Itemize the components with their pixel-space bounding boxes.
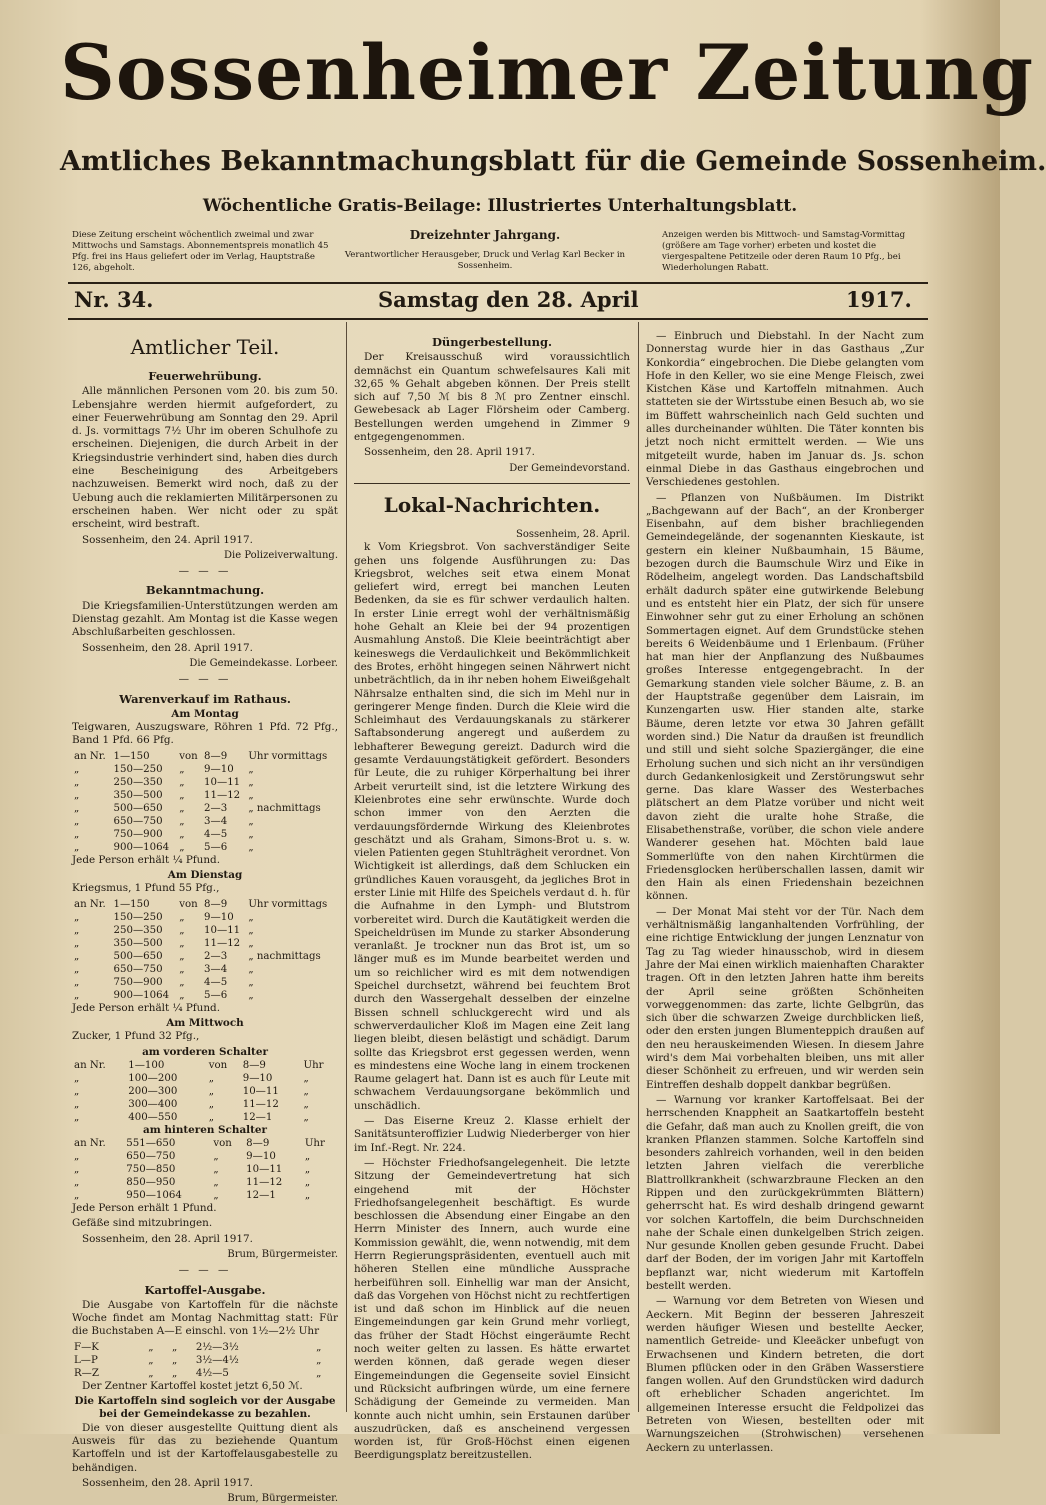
day-tuesday: Am Dienstag xyxy=(167,869,243,882)
schedule-row xyxy=(72,828,338,841)
schedule-cell: „ xyxy=(304,1164,311,1176)
kartoffel-schedule xyxy=(72,1341,338,1380)
schedule-row xyxy=(72,1189,338,1202)
schedule-cell: „ xyxy=(148,1367,154,1379)
schedule-cell: „ xyxy=(248,976,254,988)
kriegsbrot-article: k Vom Kriegsbrot. Von sachverständiger Seite gehen uns folgende Ausführungen zu: Das Kriegsbrot, welches seit etwa einem Monat geliefert wird, erregt bei manchen Leuten Bedenken, da sie es für schwer verdaulich halten. In erster Linie erregt wohl der verhältnismäßig hohe Gehalt an Kleie bei der 94 prozentigen Ausmahlung Anstoß. Die Kleie beeinträchtigt aber keineswegs die Verdaulichkeit und Bekömmlichkeit des Brotes, erhöht hingegen seinen Nährwert nicht unbeträchtlich, da in ihr neben hohem Eiweißgehalt Nährsalze enthalten sind, die sich im Mehl nur in geringerer Menge finden. Durch die Kleie wird die Schleimhaut des Verdauungskanals zu stärkerer Saftabsonderung angeregt und außerdem zu lebhafterer Bewegung gereizt. Dadurch wird die gesamte Verdauungstätigkeit gefördert. Besonders für Leute, die zu ruhiger Körperhaltung bei ihrer Arbeit verurteilt sind, ist die letztere Wirkung des Kleienbrotes eine sehr erwünschte. Wurde doch schon immer von den Aerzten die verdauungsfördernde Wirkung des Kleienbrotes geschätzt und als Graham, Simons-Brot u. s. w. vielen Patienten gegen Stuhlträgheit verordnet. Von Wichtigkeit ist allerdings, daß dem Schlucken ein gründliches Kauen vorausgeht, da jegliches Brot in erster Linie mit Hilfe des Speichels verdaut d. h. für die Aufnahme in den Lymph- und Blutstrom vorbereitet wird. Durch die Kautätigkeit werden die Speicheldrüsen im Munde zu starker Absonderung veranlaßt. Je trockner nun das Brot ist, um so länger muß es im Munde bearbeitet werden und um so reichlicher wird es mit dem notwendigen Speichel durchsetzt, während bei feuchtem Brot durch den Wassergehalt desselben der einzelne Bissen schnell schluckgerecht wird und als schwerverdaulicher Kloß im Magen eine Zeit lang liegen bleibt, diesen belästigt und schädigt. Darum sollte das Kriegsbrot erst gegessen werden, wenn es mindestens eine Woche lang in einem trockenen Raume gelagert hat. Dann ist es auch für Leute mit schwachem Verdauungsorgane bekömmlich und unschädlich. xyxy=(354,541,630,1112)
schedule-cell: „ xyxy=(74,1164,80,1176)
schedule-cell: „ nachmittags xyxy=(248,950,321,962)
schedule-cell: 850—950 xyxy=(126,1177,176,1189)
schedule-cell: 250—350 xyxy=(113,776,163,788)
column-news xyxy=(646,330,924,1457)
schedule-cell: 350—500 xyxy=(113,789,163,801)
schedule-cell: von xyxy=(213,1138,232,1150)
schedule-cell: „ xyxy=(74,763,80,775)
kriegsmus-text: Kriegsmus, 1 Pfund 55 Pfg., xyxy=(72,882,220,895)
schedule-row xyxy=(72,1354,338,1367)
schedule-cell: 750—900 xyxy=(113,828,163,840)
schedule-row xyxy=(72,937,338,950)
masthead-title: Sossenheimer Zeitung xyxy=(60,28,1034,117)
schedule-cell: „ xyxy=(74,815,80,827)
schedule-cell: 5—6 xyxy=(204,989,228,1001)
column-divider-1 xyxy=(346,322,347,1412)
schedule-cell: 9—10 xyxy=(204,911,234,923)
warenverkauf-sign: Brum, Bürgermeister. xyxy=(227,1248,338,1260)
schedule-row xyxy=(72,1072,338,1085)
schedule-cell: „ xyxy=(74,989,80,1001)
schedule-cell: „ xyxy=(303,1072,309,1084)
separator: — — — xyxy=(178,565,232,578)
zucker-text: Zucker, 1 Pfund 32 Pfg., xyxy=(72,1030,200,1043)
bekanntmachung-title: Bekanntmachung. xyxy=(145,583,265,598)
schedule-cell: „ xyxy=(248,789,254,801)
schedule-cell: „ xyxy=(74,802,80,814)
schedule-cell: „ xyxy=(179,802,185,814)
schedule-cell: „ xyxy=(74,1085,80,1097)
schedule-cell: „ xyxy=(179,963,185,975)
separator: — — — xyxy=(178,1264,232,1277)
schedule-cell: „ xyxy=(74,963,80,975)
schedule-cell: 551—650 xyxy=(126,1138,176,1150)
schedule-cell: an Nr. xyxy=(74,1059,106,1071)
schedule-cell: „ xyxy=(172,1354,178,1366)
schedule-row xyxy=(72,911,338,924)
schedule-cell: „ xyxy=(208,1111,214,1123)
schedule-cell: 3—4 xyxy=(204,963,228,975)
schedule-cell: Uhr xyxy=(304,1138,325,1150)
schedule-cell: 2—3 xyxy=(204,950,228,962)
masthead-subtitle: Amtliches Bekanntmachungsblatt für die Gemeinde Sossenheim. xyxy=(60,146,1046,177)
warenverkauf-place: Sossenheim, den 28. April 1917. xyxy=(82,1232,253,1245)
schedule-cell: „ xyxy=(179,924,185,936)
schedule-cell: „ xyxy=(304,1151,311,1163)
subscription-info: Diese Zeitung erscheint wöchentlich zweimal und zwar Mittwochs und Samstags. Abonnementspreis monatlich 45 Pfg. frei ins Haus geliefert oder im Verlag, Hauptstraße 126, abgeholt. xyxy=(72,230,329,273)
front-counter: am vorderen Schalter xyxy=(142,1045,268,1058)
schedule-cell: „ xyxy=(179,950,185,962)
schedule-cell: 300—400 xyxy=(128,1098,178,1110)
schedule-row xyxy=(72,802,338,815)
schedule-row xyxy=(72,815,338,828)
schedule-row xyxy=(72,1176,338,1189)
schedule-cell: F—K xyxy=(74,1341,99,1353)
schedule-cell: 2—3 xyxy=(204,802,228,814)
schedule-row xyxy=(72,1098,338,1111)
schedule-cell: 11—12 xyxy=(242,1098,279,1110)
schedule-cell: „ xyxy=(74,924,80,936)
schedule-cell: „ xyxy=(172,1341,178,1353)
duenger-sign: Der Gemeindevorstand. xyxy=(509,462,630,474)
separator: — — — xyxy=(178,673,232,686)
feuerwehr-text: Alle männlichen Personen vom 20. bis zum 50. Lebensjahre werden hiermit aufgefordert, zu einer Feuerwehrübung am Sonntag den 29. April d. Js. vormittags 7½ Uhr im oberen Schulhofe zu erscheinen. Diejenigen, die durch Arbeit in der Kriegsindustrie verhindert sind, haben dies durch eine Bescheinigung des Arbeitgebers nachzuweisen. Bemerkt wird noch, daß zu der Uebung auch die reklamierten Militärpersonen zu erscheinen haben. Wer nicht oder zu spät erscheint, wird bestraft. xyxy=(72,385,338,531)
kartoffel-place: Sossenheim, den 28. April 1917. xyxy=(82,1476,253,1489)
schedule-cell: an Nr. xyxy=(74,750,106,762)
schedule-cell: 1—150 xyxy=(113,750,150,762)
schedule-cell: 8—9 xyxy=(246,1138,270,1150)
schedule-cell: „ xyxy=(74,976,80,988)
schedule-cell: „ xyxy=(303,1098,309,1110)
schedule-cell: 12—1 xyxy=(242,1111,273,1123)
schedule-cell: 400—550 xyxy=(128,1111,178,1123)
schedule-row xyxy=(72,776,338,789)
header-rule-top xyxy=(68,282,928,284)
schedule-cell: „ xyxy=(179,976,185,988)
schedule-cell: 750—850 xyxy=(126,1164,176,1176)
schedule-cell: 9—10 xyxy=(204,763,234,775)
monat-mai-article: — Der Monat Mai steht vor der Tür. Nach dem verhältnismäßig langanhaltenden Vorfrühling, der eine richtige Entwicklung der jungen Lenznatur von Tag zu Tag wieder hinausschob, wird in diesem Jahre der Mai einen wirklich maienhaften Charakter tragen. Oft in den letzten Jahren hatte ihm bereits der April seine größten Schönheiten vorweggenommen: das zarte, lichte Gelbgrün, das sich über die schwarzen Zweige durchblicken ließ, oder den ersten jungen Blumenteppich draußen auf den neu herauskeimenden Wiesen. In diesem Jahre wird's dem Mai vorbehalten bleiben, uns mit aller dieser Schönheit zu erfreuen, und wir werden sein Eintreffen deshalb doppelt dankbar begrüßen. xyxy=(646,905,924,1091)
kriegsmus-note: Jede Person erhält ¼ Pfund. xyxy=(72,1001,220,1014)
feuerwehr-place: Sossenheim, den 24. April 1917. xyxy=(82,533,253,546)
schedule-cell: „ xyxy=(179,937,185,949)
eisernes-kreuz-article: — Das Eiserne Kreuz 2. Klasse erhielt der Sanitätsunteroffizier Ludwig Niederberger von hier im Inf.-Regt. Nr. 224. xyxy=(354,1115,630,1154)
kartoffelsaat-article: — Warnung vor kranker Kartoffelsaat. Bei der herrschenden Knappheit an Saatkartoffeln besteht die Gefahr, daß man auch zu Knollen greift, die von kranken Pflanzen stammen. Solche Kartoffeln sind besonders zahlreich vorhanden, weil in den beiden letzten Jahren vielfach die vererbliche Blattrollkrankheit (schwarzbraune Flecken an den Rippen und den zurückgekrümmten Blättern) geherrscht hat. Es wird deshalb dringend gewarnt vor solchen Kartoffeln, die beim Durchschneiden nahe der Schale einen dunkelgelben Strich zeigen. Nur gesunde Knollen geben gesunde Frucht. Dabei darf der Boden, der im vorigen Jahr mit Kartoffeln bepflanzt war, nicht wiederum mit Kartoffeln bestellt werden. xyxy=(646,1093,924,1293)
schedule-row xyxy=(72,1341,338,1354)
schedule-cell: „ xyxy=(74,1190,80,1202)
schedule-cell: von xyxy=(179,898,198,910)
schedule-cell: „ xyxy=(179,989,185,1001)
schedule-cell: an Nr. xyxy=(74,1138,106,1150)
wiesen-article: — Warnung vor dem Betreten von Wiesen und Aeckern. Mit Beginn der besseren Jahreszeit werden häufiger Wiesen und bestellte Aecker, namentlich Getreide- und Kleeäcker unbefugt von Erwachsenen und Kindern betreten, die dort Blumen pflücken oder in den Gräben Wasserstiere fangen wollen. Auf den Grundstücken wird dadurch oft erheblicher Schaden angerichtet. Im allgemeinen Interesse ersucht die Feldpolizei das Betreten von Wiesen, bestellten oder mit Warnungszeichen (Strohwischen) versehenen Aeckern zu unterlassen. xyxy=(646,1295,924,1454)
zucker-note: Jede Person erhält 1 Pfund. xyxy=(72,1202,217,1215)
bekanntmachung-text: Die Kriegsfamilien-Unterstützungen werden am Dienstag gezahlt. Am Montag ist die Kasse wegen Abschlußarbeiten geschlossen. xyxy=(72,599,338,639)
schedule-cell: 11—12 xyxy=(246,1177,283,1189)
schedule-cell: 11—12 xyxy=(204,937,241,949)
schedule-row xyxy=(72,924,338,937)
schedule-cell: „ xyxy=(208,1085,214,1097)
schedule-cell: 4—5 xyxy=(204,976,228,988)
schedule-cell: 5—6 xyxy=(204,841,228,853)
schedule-row xyxy=(72,789,338,802)
schedule-cell: „ xyxy=(179,815,185,827)
gefaesse-note: Gefäße sind mitzubringen. xyxy=(72,1217,213,1230)
schedule-cell: 4—5 xyxy=(204,828,228,840)
schedule-row xyxy=(72,976,338,989)
schedule-cell: 100—200 xyxy=(128,1072,178,1084)
teigwaren-schedule xyxy=(72,750,338,854)
schedule-row xyxy=(72,963,338,976)
lokal-title: Lokal-Nachrichten. xyxy=(383,492,601,517)
kartoffel-title: Kartoffel-Ausgabe. xyxy=(144,1282,266,1297)
kartoffel-text: Die Ausgabe von Kartoffeln für die nächste Woche findet am Montag Nachmittag statt: Für die Buchstaben A—E einschl. von 1½—2½ Uhr xyxy=(72,1298,338,1338)
schedule-cell: 350—500 xyxy=(113,937,163,949)
schedule-cell: „ xyxy=(74,776,80,788)
schedule-cell: „ xyxy=(248,989,254,1001)
schedule-cell: „ xyxy=(74,1098,80,1110)
back-counter: am hinteren Schalter xyxy=(142,1123,268,1136)
schedule-cell: 750—900 xyxy=(113,976,163,988)
kartoffel-note: Die von dieser ausgestellte Quittung dient als Ausweis für das zu beziehende Quantum Kartoffeln und ist der Kartoffelausgabestelle zu behändigen. xyxy=(72,1421,338,1474)
schedule-cell: 9—10 xyxy=(246,1151,276,1163)
schedule-cell: 150—250 xyxy=(113,911,163,923)
schedule-cell: 9—10 xyxy=(242,1072,273,1084)
schedule-cell: „ xyxy=(172,1367,178,1379)
bekanntmachung-place: Sossenheim, den 28. April 1917. xyxy=(82,641,253,654)
schedule-cell: Uhr vormittags xyxy=(248,750,328,762)
duenger-text: Der Kreisausschuß wird voraussichtlich demnächst ein Quantum schwefelsaures Kali mit 32,65 % Gehalt abgeben können. Der Preis stellt sich auf 7,50 ℳ bis 8 ℳ pro Zentner einschl. Gewebesack ab Lager Flörsheim oder Camberg. Bestellungen werden umgehend in Zimmer 9 entgegengenommen. xyxy=(354,351,630,444)
schedule-cell: 10—11 xyxy=(204,924,241,936)
schedule-cell: „ xyxy=(74,1177,80,1189)
schedule-cell: 12—1 xyxy=(246,1190,276,1202)
teigwaren-note: Jede Person erhält ¼ Pfund. xyxy=(72,853,220,866)
publisher-line: Verantwortlicher Herausgeber, Druck und Verlag Karl Becker in Sossenheim. xyxy=(344,250,626,271)
schedule-row xyxy=(72,1085,338,1098)
kartoffel-price: Der Zentner Kartoffel kostet jetzt 6,50 ℳ. xyxy=(82,1379,303,1392)
feuerwehr-sign: Die Polizeiverwaltung. xyxy=(224,549,338,561)
schedule-cell: 150—250 xyxy=(113,763,163,775)
schedule-cell: 650—750 xyxy=(126,1151,176,1163)
schedule-cell: „ xyxy=(74,911,80,923)
schedule-cell: 500—650 xyxy=(113,950,163,962)
schedule-cell: „ xyxy=(248,937,254,949)
feuerwehr-title: Feuerwehrübung. xyxy=(148,369,262,383)
schedule-cell: „ xyxy=(179,828,185,840)
schedule-cell: 950—1064 xyxy=(126,1190,182,1202)
schedule-cell: 8—9 xyxy=(204,750,228,762)
column-local xyxy=(354,330,630,1465)
column-divider-2 xyxy=(638,322,639,1412)
duenger-title: Düngerbestellung. xyxy=(431,335,553,349)
advertising-info: Anzeigen werden bis Mittwoch- und Samstag-Vormittag (größere am Tage vorher) erbeten und kostet die viergespaltene Petitzeile oder deren Raum 10 Pfg., bei Wiederholungen Rabatt. xyxy=(662,230,906,273)
schedule-cell: „ xyxy=(74,950,80,962)
schedule-cell: an Nr. xyxy=(74,898,106,910)
schedule-cell: 1—150 xyxy=(113,898,150,910)
schedule-cell: „ nachmittags xyxy=(248,802,321,814)
schedule-cell: 8—9 xyxy=(242,1059,266,1071)
schedule-cell: „ xyxy=(74,828,80,840)
warenverkauf-title: Warenverkauf im Rathaus. xyxy=(119,691,291,706)
schedule-cell: 3½—4½ xyxy=(195,1354,239,1366)
publisher-info xyxy=(340,226,630,272)
kartoffel-sign: Brum, Bürgermeister. xyxy=(227,1493,338,1505)
kriegsmus-schedule xyxy=(72,898,338,1002)
schedule-cell: „ xyxy=(179,763,185,775)
schedule-row xyxy=(72,1150,338,1163)
schedule-cell: 650—750 xyxy=(113,815,163,827)
schedule-row xyxy=(72,1367,338,1380)
schedule-cell: „ xyxy=(316,1367,322,1379)
schedule-cell: „ xyxy=(248,841,254,853)
schedule-cell: „ xyxy=(248,815,254,827)
schedule-cell: „ xyxy=(208,1098,214,1110)
bekanntmachung-sign: Die Gemeindekasse. Lorbeer. xyxy=(189,657,338,669)
nussbaeume-article: — Pflanzen von Nußbäumen. Im Distrikt „Bachgewann auf der Bach“, an der Kronberger Eisenbahn, auf dem bisher brachliegenden Gemeindegelände, der sogenannten Kieskaute, ist gestern ein kleiner Nußbaumhain, 15 Bäume, bezogen durch die Baumschule Wirz und Eike in Rödelheim, angelegt worden. Das Landschaftsbild erhält dadurch später eine gutwirkende Belebung und es entsteht hier ein Platz, der sich für unsere Einwohner sehr gut zu einer Erholung an schönen Sommertagen eignet. Auf dem Grundstücke stehen bereits 6 Weidenbäume und 1 Erlenbaum. (Früher hat man hier der Anpflanzung des Nußbaumes großes Interesse entgegengebracht. In der Gemarkung standen viele solcher Bäume, z. B. an der Hauptstraße gegenüber dem Laisrain, im Kunzengarten usw. Hier standen alte, starke Bäume, deren letzte vor etwa 30 Jahren gefällt worden sind.) Die Natur da draußen ist freundlich und still und sieht solche Spaziergänger, die eine Erholung suchen und sich nicht an ihr versündigen durch Gedankenlosigkeit und Zerstörungswut sehr gerne. Das klare Wasser des Westerbaches plätschert an dem Platze vorüber und nicht weit davon zieht die uralte hohe Straße, die Elisabethenstraße, vorüber, die schon viele andere Wanderer gesehen hat. Möchten bald laue Sommerlüfte von den nahen Kirchtürmen die Friedensglocken herüberschallen lassen, damit wir den Hain als einen Friedenshain bezeichnen können. xyxy=(646,491,924,903)
schedule-cell: „ xyxy=(179,776,185,788)
schedule-row xyxy=(72,1111,338,1124)
section-rule xyxy=(354,483,630,484)
kartoffel-bold: Die Kartoffeln sind sogleich vor der Ausgabe bei der Gemeindekasse zu bezahlen. xyxy=(74,1395,336,1421)
schedule-cell: „ xyxy=(303,1111,309,1123)
teigwaren-text: Teigwaren, Auszugsware, Röhren 1 Pfd. 72 Pfg., Band 1 Pfd. 66 Pfg. xyxy=(72,721,338,747)
schedule-row xyxy=(72,950,338,963)
schedule-cell: „ xyxy=(248,911,254,923)
schedule-cell: „ xyxy=(304,1190,311,1202)
schedule-cell: 2½—3½ xyxy=(195,1341,239,1353)
schedule-cell: 200—300 xyxy=(128,1085,178,1097)
schedule-cell: R—Z xyxy=(74,1367,99,1379)
day-monday: Am Montag xyxy=(171,707,239,720)
schedule-cell: „ xyxy=(74,937,80,949)
schedule-cell: von xyxy=(208,1059,228,1071)
schedule-cell: L—P xyxy=(74,1354,98,1366)
schedule-cell: „ xyxy=(213,1177,219,1189)
schedule-cell: 10—11 xyxy=(204,776,241,788)
einbruch-article: — Einbruch und Diebstahl. In der Nacht zum Donnerstag wurde hier in das Gasthaus „Zur Konkordia“ eingebrochen. Die Diebe gelangten vom Hofe in den Keller, wo sie eine Menge Fleisch, zwei Kistchen Käse und Kartoffeln mitnahmen. Auch statteten sie der Wirtsstube einen Besuch ab, wo sie im Büffett wahrscheinlich nach Geld suchten und alles durcheinander wühlten. Die Täter konnten bis jetzt noch nicht ermittelt werden. — Wie uns mitgeteilt wurde, haben im Januar ds. Js. schon einmal Diebe in das Gasthaus eingebrochen und Verschiedenes gestohlen. xyxy=(646,330,924,489)
schedule-cell: 11—12 xyxy=(204,789,241,801)
schedule-cell: „ xyxy=(179,789,185,801)
schedule-row xyxy=(72,1137,338,1150)
column-official xyxy=(72,330,338,1505)
schedule-cell: „ xyxy=(148,1354,154,1366)
issue-number: Nr. 34. xyxy=(74,287,154,312)
volume-year: Dreizehnter Jahrgang. xyxy=(409,228,561,242)
schedule-cell: 900—1064 xyxy=(113,841,170,853)
schedule-cell: „ xyxy=(248,763,254,775)
schedule-cell: 500—650 xyxy=(113,802,163,814)
schedule-cell: Uhr xyxy=(303,1059,324,1071)
masthead-supplement: Wöchentliche Gratis-Beilage: Illustriertes Unterhaltungsblatt. xyxy=(202,196,798,216)
schedule-cell: „ xyxy=(74,1111,80,1123)
issue-year: 1917. xyxy=(846,287,912,312)
schedule-cell: 4½—5 xyxy=(195,1367,229,1379)
schedule-cell: „ xyxy=(179,911,185,923)
official-heading: Amtlicher Teil. xyxy=(130,335,280,359)
schedule-row xyxy=(72,989,338,1002)
schedule-cell: „ xyxy=(179,841,185,853)
duenger-place: Sossenheim, den 28. April 1917. xyxy=(364,446,535,459)
schedule-cell: „ xyxy=(213,1164,219,1176)
schedule-cell: „ xyxy=(74,841,80,853)
schedule-cell: von xyxy=(179,750,198,762)
schedule-cell: „ xyxy=(304,1177,311,1189)
friedhof-article: — Höchster Friedhofsangelegenheit. Die letzte Sitzung der Gemeindevertretung hat sich eingehend mit der Höchster Friedhofsangelegenheit beschäftigt. Es wurde beschlossen die Absendung einer Eingabe an den Herrn Minister des Innern, auch wurde eine Kommission gewählt, die, wenn notwendig, mit dem Herrn Regierungspräsidenten, eventuell auch mit höheren Stellen eine mündliche Aussprache herbeiführen soll. Einhellig war man der Ansicht, daß das Vorgehen von Höchst nicht zu rechtfertigen ist und daß schon im Hinblick auf die neuen Eingemeindungen gar kein Grund mehr vorliegt, das früher der Stadt Höchst eingeräumte Recht noch weiter gelten zu lassen. Es hätte erwartet werden können, daß gerade wegen dieser Eingemeindungen die Gegenseite soviel Einsicht und Rücksicht aufbringen würde, um eine fernere Schädigung der Gemeinde zu vermeiden. Man konnte auch nicht umhin, sein Erstaunen darüber auszudrücken, daß es anscheinend vergessen worden ist, für Groß-Höchst einen eigenen Beerdigungsplatz bereitzustellen. xyxy=(354,1156,630,1462)
schedule-row xyxy=(72,750,338,763)
schedule-cell: „ xyxy=(213,1151,219,1163)
schedule-cell: 650—750 xyxy=(113,963,163,975)
schedule-row xyxy=(72,841,338,854)
schedule-cell: 900—1064 xyxy=(113,989,170,1001)
issue-date: Samstag den 28. April xyxy=(378,287,639,312)
lokal-dateline: Sossenheim, 28. April. xyxy=(516,528,630,540)
schedule-cell: „ xyxy=(248,924,254,936)
schedule-cell: 1—100 xyxy=(128,1059,165,1071)
front-counter-schedule xyxy=(72,1059,338,1124)
schedule-cell: 10—11 xyxy=(242,1085,279,1097)
schedule-cell: „ xyxy=(248,963,254,975)
schedule-cell: „ xyxy=(74,789,80,801)
schedule-cell: „ xyxy=(208,1072,214,1084)
schedule-cell: 8—9 xyxy=(204,898,228,910)
schedule-cell: „ xyxy=(248,828,254,840)
schedule-cell: 3—4 xyxy=(204,815,228,827)
schedule-cell: „ xyxy=(74,1072,80,1084)
schedule-cell: „ xyxy=(316,1354,322,1366)
schedule-cell: „ xyxy=(303,1085,309,1097)
schedule-cell: „ xyxy=(248,776,254,788)
header-rule-bottom xyxy=(68,318,928,320)
schedule-cell: „ xyxy=(316,1341,322,1353)
schedule-row xyxy=(72,1059,338,1072)
schedule-cell: Uhr vormittags xyxy=(248,898,328,910)
schedule-cell: 10—11 xyxy=(246,1164,283,1176)
schedule-cell: „ xyxy=(213,1190,219,1202)
day-wednesday: Am Mittwoch xyxy=(166,1016,244,1029)
schedule-cell: 250—350 xyxy=(113,924,163,936)
back-counter-schedule xyxy=(72,1137,338,1202)
schedule-row xyxy=(72,898,338,911)
schedule-row xyxy=(72,1163,338,1176)
schedule-row xyxy=(72,763,338,776)
schedule-cell: „ xyxy=(148,1341,154,1353)
schedule-cell: „ xyxy=(74,1151,80,1163)
